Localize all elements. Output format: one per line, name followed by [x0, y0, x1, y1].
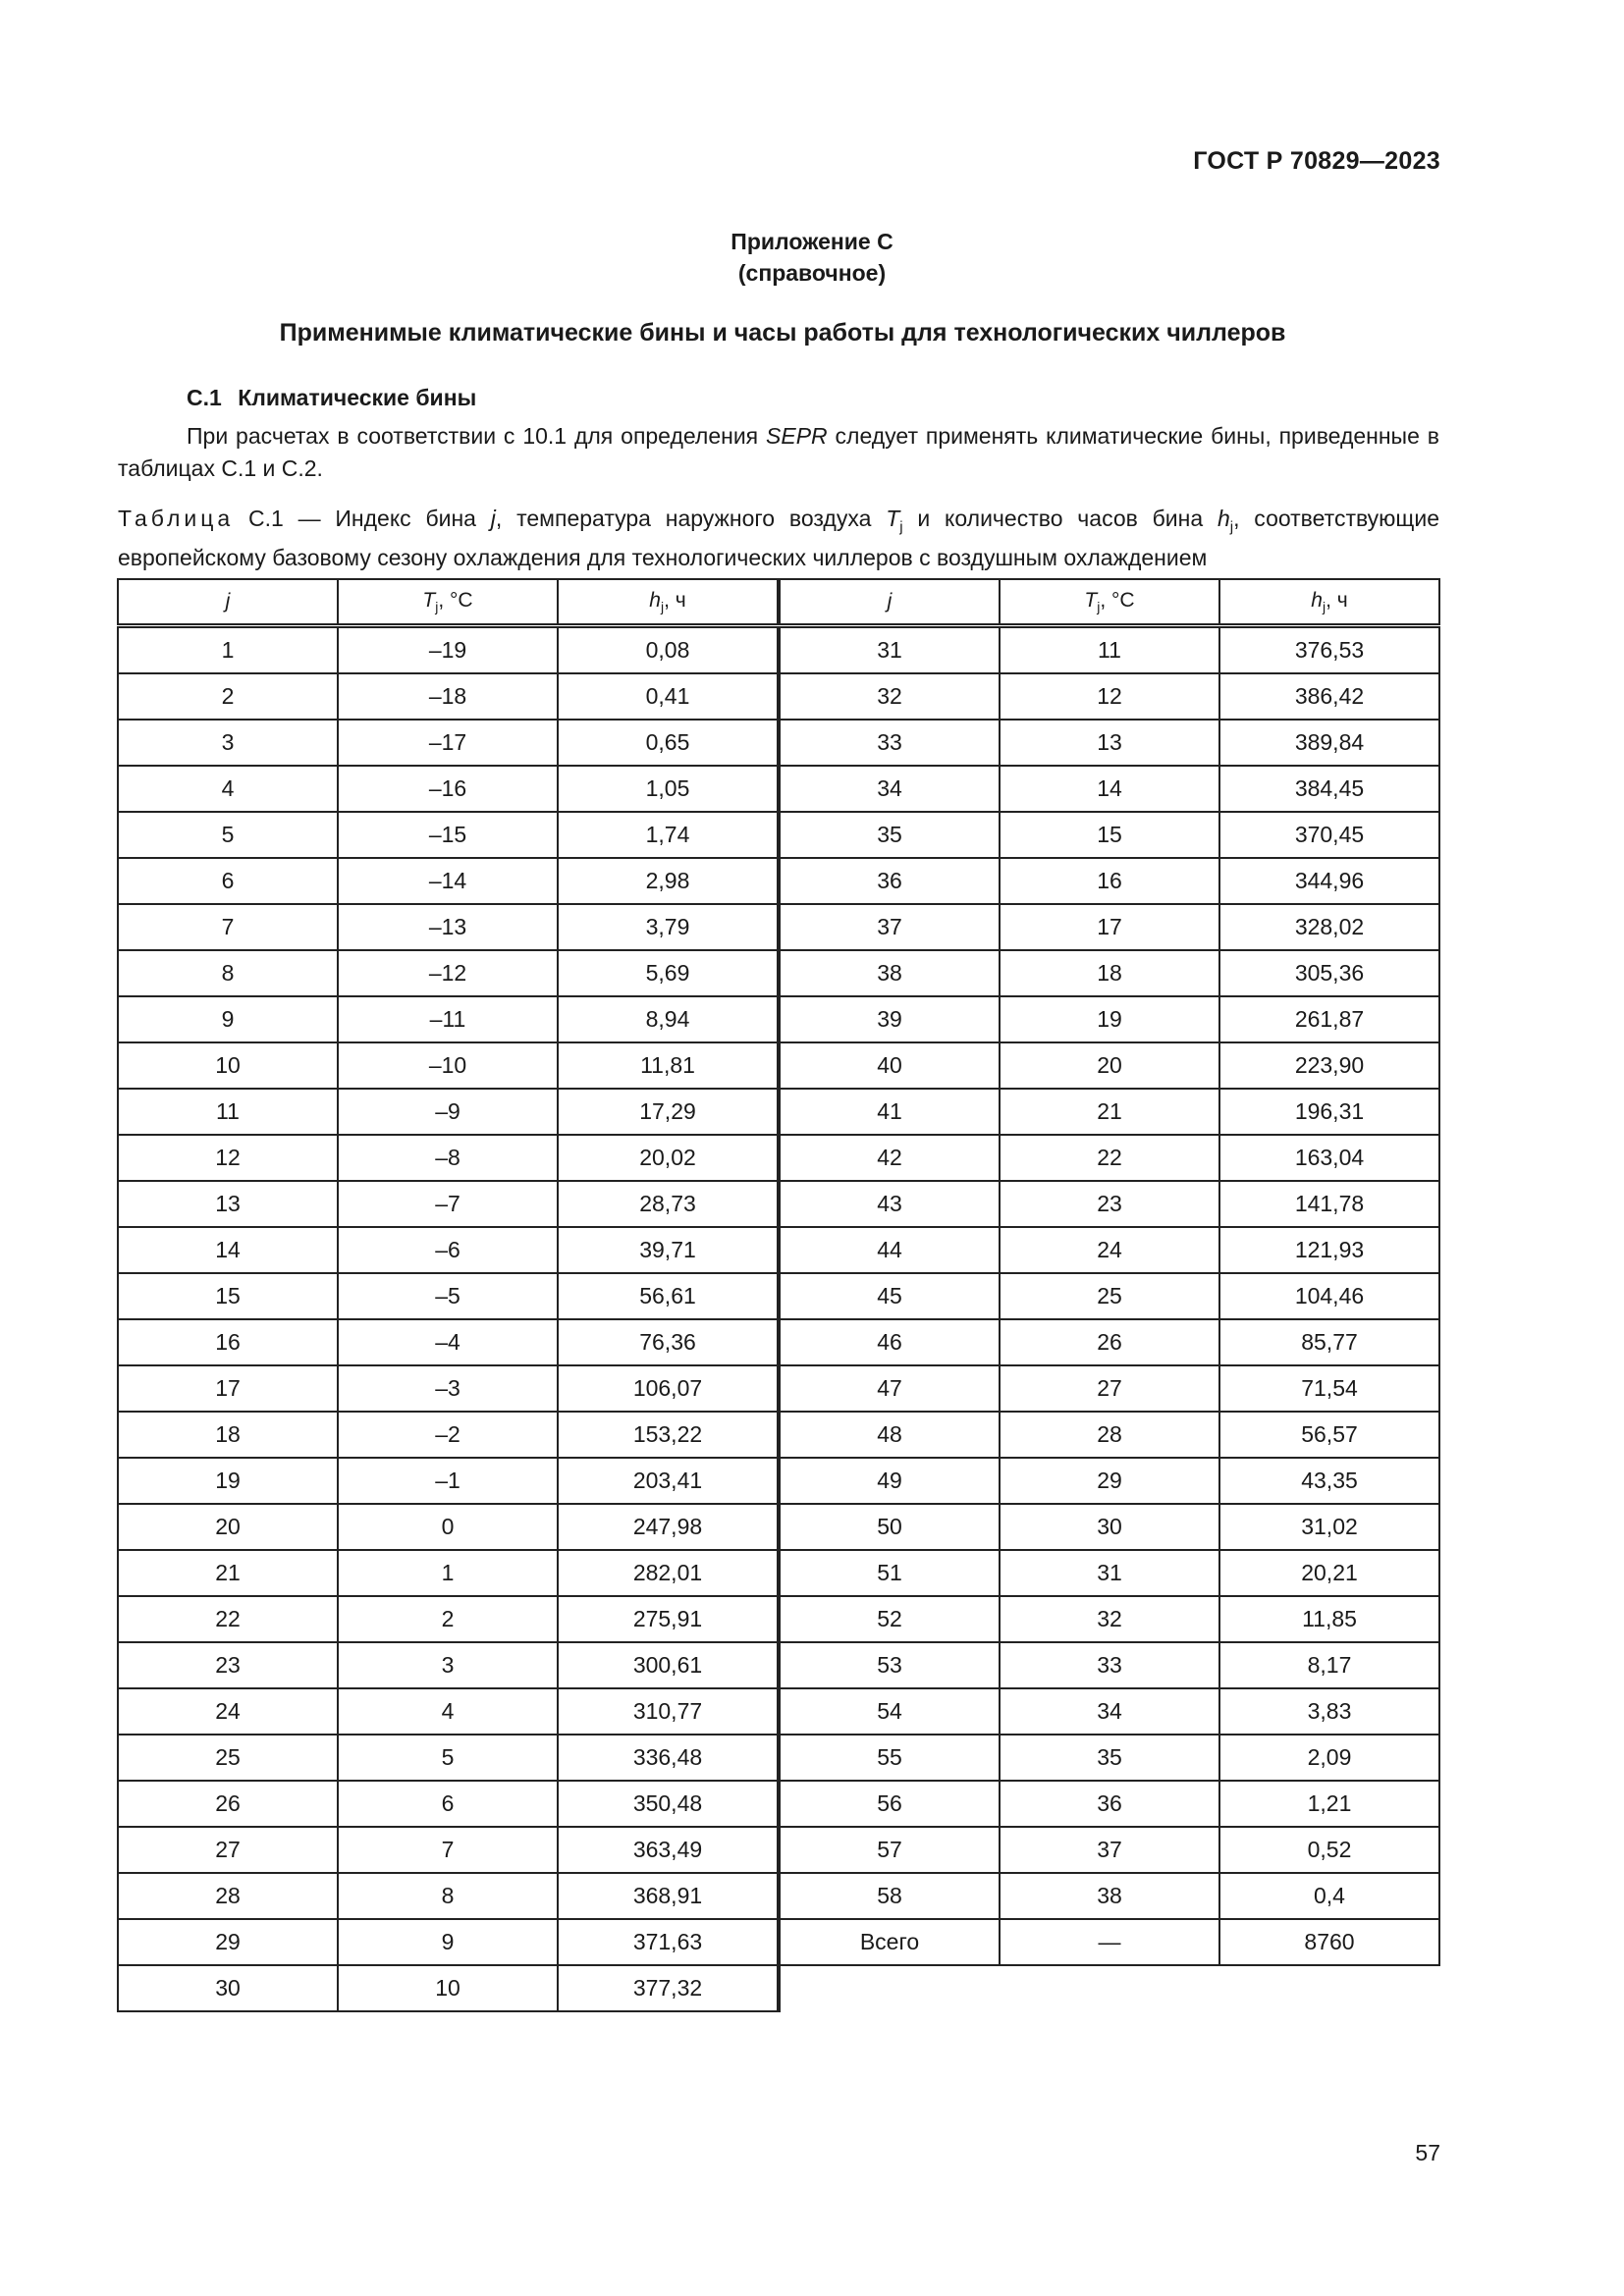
cell-hours: 282,01: [558, 1550, 779, 1596]
cell-temperature-right: 22: [1000, 1135, 1219, 1181]
cell-temperature: 2: [338, 1596, 558, 1642]
paragraph-text-2: следует применять климатические бины, приведенные в таблицах С.1 и С.2.: [118, 423, 1439, 481]
cell-temperature-right: 23: [1000, 1181, 1219, 1227]
cell-temperature: –10: [338, 1042, 558, 1089]
cell-hours-right: 305,36: [1219, 950, 1439, 996]
cell-temperature: –8: [338, 1135, 558, 1181]
cell-j-right: 45: [779, 1273, 1000, 1319]
cell-temperature: –5: [338, 1273, 558, 1319]
table-row: [118, 904, 1439, 950]
cell-hours-right: 71,54: [1219, 1365, 1439, 1412]
table-row: [118, 1642, 1439, 1688]
cell-temperature-right: 37: [1000, 1827, 1219, 1873]
table-row: [118, 1319, 1439, 1365]
page-title: Применимые климатические бины и часы работы для технологических чиллеров: [279, 319, 1286, 347]
cell-hours: 11,81: [558, 1042, 779, 1089]
cell-j-right: 50: [779, 1504, 1000, 1550]
cell-j-right: 47: [779, 1365, 1000, 1412]
cell-j: 20: [118, 1504, 338, 1550]
cell-hours: 363,49: [558, 1827, 779, 1873]
page-number: 57: [1415, 2140, 1440, 2165]
cell-hours-right: 386,42: [1219, 673, 1439, 720]
cell-hours-right: 121,93: [1219, 1227, 1439, 1273]
table-header-row: [118, 579, 1439, 626]
cell-temperature: –6: [338, 1227, 558, 1273]
empty-cell: [779, 1965, 1439, 2011]
table-row: [118, 1781, 1439, 1827]
cell-temperature: 3: [338, 1642, 558, 1688]
section-title: Климатические бины: [238, 385, 477, 410]
cell-hours-right: 8760: [1219, 1919, 1439, 1965]
table-row: [118, 950, 1439, 996]
cell-hours: 3,79: [558, 904, 779, 950]
cell-hours-right: 56,57: [1219, 1412, 1439, 1458]
cell-hours-right: 85,77: [1219, 1319, 1439, 1365]
cell-j-right: 38: [779, 950, 1000, 996]
cell-temperature-right: 14: [1000, 766, 1219, 812]
cell-temperature-right: 34: [1000, 1688, 1219, 1735]
caption-text-4: , соответствующие европейскому базовому сезону охлаждения для технологических чиллеров с воздушным охлаждением: [118, 506, 1439, 570]
cell-hours-right: 43,35: [1219, 1458, 1439, 1504]
cell-temperature-right: 33: [1000, 1642, 1219, 1688]
cell-temperature-right: 16: [1000, 858, 1219, 904]
cell-hours-right: 389,84: [1219, 720, 1439, 766]
cell-temperature-right: 15: [1000, 812, 1219, 858]
table-row: [118, 626, 1439, 674]
cell-j: 25: [118, 1735, 338, 1781]
cell-hours: 28,73: [558, 1181, 779, 1227]
cell-temperature-right: 24: [1000, 1227, 1219, 1273]
cell-temperature: 5: [338, 1735, 558, 1781]
cell-temperature: 4: [338, 1688, 558, 1735]
cell-j: 8: [118, 950, 338, 996]
cell-temperature: 6: [338, 1781, 558, 1827]
cell-j-right: 55: [779, 1735, 1000, 1781]
cell-hours-right: 196,31: [1219, 1089, 1439, 1135]
cell-j: 29: [118, 1919, 338, 1965]
cell-hours-right: 0,52: [1219, 1827, 1439, 1873]
cell-temperature: 7: [338, 1827, 558, 1873]
cell-temperature-right: 18: [1000, 950, 1219, 996]
cell-j: 15: [118, 1273, 338, 1319]
cell-j: 11: [118, 1089, 338, 1135]
table-body: [118, 626, 1439, 2012]
caption-var-t: T: [886, 506, 900, 531]
cell-hours-right: 344,96: [1219, 858, 1439, 904]
cell-temperature-right: 35: [1000, 1735, 1219, 1781]
table-row: [118, 1412, 1439, 1458]
cell-hours-right: 0,4: [1219, 1873, 1439, 1919]
cell-j: 27: [118, 1827, 338, 1873]
table-row: [118, 1735, 1439, 1781]
cell-hours: 310,77: [558, 1688, 779, 1735]
cell-temperature: –16: [338, 766, 558, 812]
paragraph-text-1: При расчетах в соответствии с 10.1 для определения: [187, 423, 767, 449]
cell-hours: 300,61: [558, 1642, 779, 1688]
cell-hours: 76,36: [558, 1319, 779, 1365]
table-row: [118, 996, 1439, 1042]
cell-temperature: 1: [338, 1550, 558, 1596]
caption-text-2: , температура наружного воздуха: [495, 506, 887, 531]
table-caption: [118, 504, 1439, 572]
cell-j: 26: [118, 1781, 338, 1827]
table-row: [118, 766, 1439, 812]
cell-temperature: –11: [338, 996, 558, 1042]
cell-j-right: 49: [779, 1458, 1000, 1504]
table-row: [118, 1550, 1439, 1596]
cell-j-right: 56: [779, 1781, 1000, 1827]
cell-j: 13: [118, 1181, 338, 1227]
cell-hours-right: 31,02: [1219, 1504, 1439, 1550]
cell-hours-right: 328,02: [1219, 904, 1439, 950]
header-hours: $h_j$, ч: [558, 579, 779, 626]
cell-j-right: 57: [779, 1827, 1000, 1873]
cell-temperature: 10: [338, 1965, 558, 2011]
cell-hours: 0,41: [558, 673, 779, 720]
cell-hours: 39,71: [558, 1227, 779, 1273]
cell-temperature: –18: [338, 673, 558, 720]
cell-j: 5: [118, 812, 338, 858]
cell-hours: 2,98: [558, 858, 779, 904]
cell-temperature-right: 20: [1000, 1042, 1219, 1089]
cell-temperature: –9: [338, 1089, 558, 1135]
cell-hours-right: 384,45: [1219, 766, 1439, 812]
cell-hours: 0,65: [558, 720, 779, 766]
cell-j: 16: [118, 1319, 338, 1365]
table-row: [118, 1458, 1439, 1504]
cell-hours-right: 11,85: [1219, 1596, 1439, 1642]
cell-hours-right: 104,46: [1219, 1273, 1439, 1319]
cell-j-right: 40: [779, 1042, 1000, 1089]
cell-temperature-right: 30: [1000, 1504, 1219, 1550]
table-row: [118, 1089, 1439, 1135]
table-row: [118, 673, 1439, 720]
cell-hours: 20,02: [558, 1135, 779, 1181]
cell-j-right: 33: [779, 720, 1000, 766]
cell-temperature-right: 31: [1000, 1550, 1219, 1596]
cell-temperature-right: 36: [1000, 1781, 1219, 1827]
cell-j-right: Всего: [779, 1919, 1000, 1965]
cell-temperature-right: 32: [1000, 1596, 1219, 1642]
paragraph-term: SEPR: [766, 423, 828, 449]
cell-j-right: 58: [779, 1873, 1000, 1919]
cell-j-right: 31: [779, 626, 1000, 674]
cell-hours: 368,91: [558, 1873, 779, 1919]
cell-j-right: 36: [779, 858, 1000, 904]
cell-temperature-right: 29: [1000, 1458, 1219, 1504]
cell-j: 1: [118, 626, 338, 674]
cell-temperature: –17: [338, 720, 558, 766]
document-code: ГОСТ Р 70829—2023: [1193, 147, 1440, 175]
table-row: [118, 1181, 1439, 1227]
cell-j-right: 35: [779, 812, 1000, 858]
cell-hours: 106,07: [558, 1365, 779, 1412]
cell-hours-right: 8,17: [1219, 1642, 1439, 1688]
cell-hours: 371,63: [558, 1919, 779, 1965]
cell-temperature: –12: [338, 950, 558, 996]
cell-hours: 377,32: [558, 1965, 779, 2011]
cell-hours-right: 376,53: [1219, 626, 1439, 674]
cell-j-right: 34: [779, 766, 1000, 812]
cell-j: 12: [118, 1135, 338, 1181]
header-j-right: j: [779, 579, 1000, 626]
caption-sub-j1: j: [899, 518, 903, 536]
cell-j: 24: [118, 1688, 338, 1735]
table-row: [118, 1965, 1439, 2011]
cell-hours-right: 1,21: [1219, 1781, 1439, 1827]
cell-hours: 8,94: [558, 996, 779, 1042]
cell-j: 7: [118, 904, 338, 950]
table-row: [118, 1227, 1439, 1273]
cell-temperature: –15: [338, 812, 558, 858]
cell-j-right: 37: [779, 904, 1000, 950]
cell-j: 17: [118, 1365, 338, 1412]
cell-j: 4: [118, 766, 338, 812]
table-row: [118, 1504, 1439, 1550]
caption-text-3: и количество часов бина: [902, 506, 1218, 531]
cell-hours: 275,91: [558, 1596, 779, 1642]
cell-hours-right: 223,90: [1219, 1042, 1439, 1089]
cell-temperature-right: 13: [1000, 720, 1219, 766]
section-number: С.1: [187, 385, 222, 410]
cell-temperature-right: 21: [1000, 1089, 1219, 1135]
cell-j: 28: [118, 1873, 338, 1919]
table-row: [118, 1688, 1439, 1735]
cell-temperature: –13: [338, 904, 558, 950]
cell-j-right: 44: [779, 1227, 1000, 1273]
cell-hours: 56,61: [558, 1273, 779, 1319]
cell-temperature: –7: [338, 1181, 558, 1227]
cell-j-right: 48: [779, 1412, 1000, 1458]
cell-j: 10: [118, 1042, 338, 1089]
cell-hours: 0,08: [558, 626, 779, 674]
cell-hours: 1,74: [558, 812, 779, 858]
cell-temperature: 8: [338, 1873, 558, 1919]
cell-j-right: 46: [779, 1319, 1000, 1365]
climate-bins-table: [117, 578, 1440, 2012]
cell-j-right: 53: [779, 1642, 1000, 1688]
cell-hours: 17,29: [558, 1089, 779, 1135]
caption-var-j: j: [490, 506, 496, 531]
table-row: [118, 1042, 1439, 1089]
table-row: [118, 1919, 1439, 1965]
cell-temperature: –19: [338, 626, 558, 674]
cell-j-right: 41: [779, 1089, 1000, 1135]
cell-temperature-right: 17: [1000, 904, 1219, 950]
cell-temperature-right: —: [1000, 1919, 1219, 1965]
cell-hours-right: 261,87: [1219, 996, 1439, 1042]
cell-temperature: –3: [338, 1365, 558, 1412]
cell-j-right: 39: [779, 996, 1000, 1042]
cell-hours-right: 20,21: [1219, 1550, 1439, 1596]
cell-temperature-right: 27: [1000, 1365, 1219, 1412]
cell-hours: 336,48: [558, 1735, 779, 1781]
cell-hours-right: 370,45: [1219, 812, 1439, 858]
header-j: j: [118, 579, 338, 626]
cell-temperature-right: 38: [1000, 1873, 1219, 1919]
cell-temperature: –14: [338, 858, 558, 904]
cell-temperature: –2: [338, 1412, 558, 1458]
cell-j: 9: [118, 996, 338, 1042]
cell-j: 19: [118, 1458, 338, 1504]
cell-hours-right: 2,09: [1219, 1735, 1439, 1781]
cell-temperature: –4: [338, 1319, 558, 1365]
caption-word: Таблица: [118, 506, 235, 531]
cell-j: 6: [118, 858, 338, 904]
cell-hours: 350,48: [558, 1781, 779, 1827]
cell-hours: 153,22: [558, 1412, 779, 1458]
cell-temperature: 9: [338, 1919, 558, 1965]
caption-sub-j2: j: [1229, 518, 1234, 536]
cell-j: 2: [118, 673, 338, 720]
section-heading: [187, 385, 476, 411]
cell-temperature-right: 11: [1000, 626, 1219, 674]
table-row: [118, 720, 1439, 766]
cell-temperature-right: 28: [1000, 1412, 1219, 1458]
cell-j: 21: [118, 1550, 338, 1596]
cell-hours: 247,98: [558, 1504, 779, 1550]
header-hours-right: $h_j$, ч: [1219, 579, 1439, 626]
cell-hours-right: 141,78: [1219, 1181, 1439, 1227]
cell-j-right: 43: [779, 1181, 1000, 1227]
cell-hours: 5,69: [558, 950, 779, 996]
cell-j: 3: [118, 720, 338, 766]
cell-j-right: 51: [779, 1550, 1000, 1596]
cell-j-right: 32: [779, 673, 1000, 720]
cell-hours: 1,05: [558, 766, 779, 812]
cell-temperature-right: 26: [1000, 1319, 1219, 1365]
table-row: [118, 1827, 1439, 1873]
cell-temperature-right: 19: [1000, 996, 1219, 1042]
cell-temperature: 0: [338, 1504, 558, 1550]
cell-j: 22: [118, 1596, 338, 1642]
cell-hours-right: 3,83: [1219, 1688, 1439, 1735]
appendix-label: Приложение С: [731, 229, 893, 254]
body-paragraph: [118, 420, 1439, 485]
cell-j: 30: [118, 1965, 338, 2011]
cell-j: 14: [118, 1227, 338, 1273]
appendix-type: (справочное): [737, 260, 887, 286]
table-row: [118, 1873, 1439, 1919]
table-row: [118, 1365, 1439, 1412]
appendix-heading: [0, 226, 1624, 289]
table-row: [118, 1273, 1439, 1319]
cell-j-right: 52: [779, 1596, 1000, 1642]
cell-j-right: 42: [779, 1135, 1000, 1181]
header-temperature-right: $T_j$, °С: [1000, 579, 1219, 626]
caption-text-1: С.1 — Индекс бина: [234, 506, 491, 531]
cell-temperature: –1: [338, 1458, 558, 1504]
table-row: [118, 812, 1439, 858]
cell-hours: 203,41: [558, 1458, 779, 1504]
cell-hours-right: 163,04: [1219, 1135, 1439, 1181]
table-row: [118, 858, 1439, 904]
header-temperature: $T_j$, °С: [338, 579, 558, 626]
cell-temperature-right: 25: [1000, 1273, 1219, 1319]
table-row: [118, 1135, 1439, 1181]
caption-var-h: h: [1217, 506, 1230, 531]
cell-j: 18: [118, 1412, 338, 1458]
cell-j-right: 54: [779, 1688, 1000, 1735]
cell-temperature-right: 12: [1000, 673, 1219, 720]
table-row: [118, 1596, 1439, 1642]
cell-j: 23: [118, 1642, 338, 1688]
